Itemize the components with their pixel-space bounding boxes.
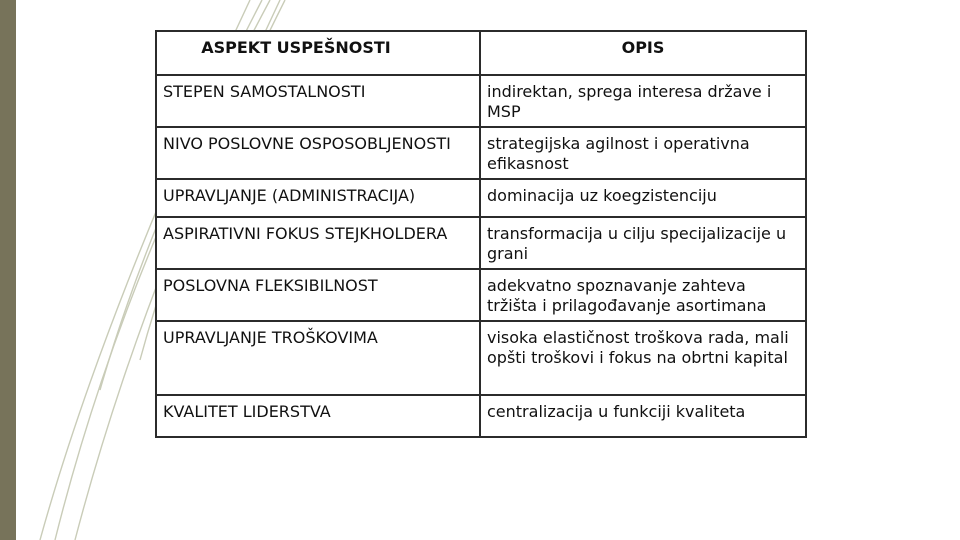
description-cell: indirektan, sprega interesa države i MSP [480,75,806,127]
aspect-cell: STEPEN SAMOSTALNOSTI [156,75,480,127]
table-row [156,269,806,321]
aspect-cell: POSLOVNA FLEKSIBILNOST [156,269,480,321]
description-cell: strategijska agilnost i operativna efikasnost [480,127,806,179]
aspect-cell: NIVO POSLOVNE OSPOSOBLJENOSTI [156,127,480,179]
table-row [156,127,806,179]
aspect-cell: UPRAVLJANJE (ADMINISTRACIJA) [156,179,480,217]
success-aspects-table [155,30,807,438]
aspect-cell: KVALITET LIDERSTVA [156,395,480,437]
description-cell: visoka elastičnost troškova rada, mali opšti troškovi i fokus na obrtni kapital [480,321,806,395]
description-cell: dominacija uz koegzistenciju [480,179,806,217]
aspect-cell: UPRAVLJANJE TROŠKOVIMA [156,321,480,395]
description-cell: centralizacija u funkciji kvaliteta [480,395,806,437]
table-row [156,395,806,437]
table-header-row [156,31,806,75]
description-cell: transformacija u cilju specijalizacije u grani [480,217,806,269]
header-description: OPIS [480,31,806,75]
table-row [156,179,806,217]
success-aspects-table-container [155,30,805,438]
header-aspect: ASPEKT USPEŠNOSTI [156,31,480,75]
aspect-cell: ASPIRATIVNI FOKUS STEJKHOLDERA [156,217,480,269]
table-row [156,217,806,269]
left-accent-strip [0,0,16,540]
description-cell: adekvatno spoznavanje zahteva tržišta i prilagođavanje asortimana [480,269,806,321]
table-row [156,321,806,395]
table-row [156,75,806,127]
